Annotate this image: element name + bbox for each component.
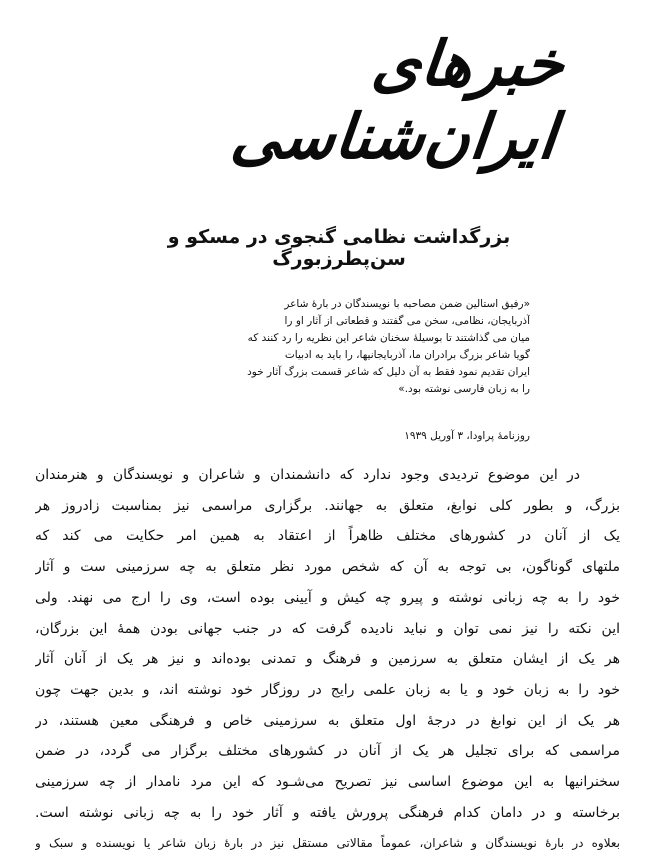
quote-line: ایران تقدیم نمود فقط به آن دلیل که شاعر قسمت بزرگ آثار خود: [247, 366, 530, 378]
body-line: خود را به زبان خود و یا به زبان علمی رایج در روزگار خود نوشته اند، و بدین جهت چون: [35, 681, 620, 698]
body-line: هر یک از این نوابغ در درجهٔ اول متعلق به سرزمینی خاص و فرهنگی معین هستند، در: [35, 712, 620, 729]
body-line: این نکته را نیز نمی توان و نباید نادیده گرفت که در جنب جهانی بودن همهٔ این بزرگان،: [35, 620, 620, 637]
body-line: برخاسته و در دامان کدام فرهنگی پرورش یافته و آثار خود را به چه زبانی نوشته است.: [35, 804, 620, 821]
quote-line: را به زبان فارسی نوشته بود.»: [398, 383, 530, 395]
body-line: بعلاوه در بارهٔ نویسندگان و شاعران، عموماً مقالاتی مستقل نیز در بارهٔ زبان شاعر یا نویسنده و سبک و: [35, 836, 620, 851]
section-masthead: خبرهای ایران‌شناسی: [227, 27, 568, 173]
body-line: سخنرانیها به این موضوع اساسی نیز تصریح می‌شـود که این مرد نامدار از چه سرزمینی: [35, 774, 620, 791]
quote-line: «رفیق استالین ضمن مصاحبه با نویسندگان در بارهٔ شاعر: [284, 298, 530, 310]
quote-line: آذربایجان، نظامی، سخن می گفتند و قطعاتی از آثار او را: [284, 315, 530, 327]
quote-line: گویا شاعر بزرگ برادران ما، آذربایجانیها، را باید به ادبیات: [284, 349, 530, 361]
body-line: در این موضوع تردیدی وجود ندارد که دانشمندان و شاعران و نویسندگان و هنرمندان: [35, 467, 580, 483]
body-line: ملتهای گوناگون، بی توجه به آن که شخص مورد نظر متعلق به چه سرزمینی ست و آثار: [35, 559, 620, 576]
quote-line: میان می گذاشتند تا بوسیلهٔ سخنان شاعر این نظریه را رد کنند که: [247, 332, 530, 344]
body-line: یک از آنان در کشورهای مختلف ظاهراً از اعتقاد به همین امر حکایت می کند که: [35, 528, 620, 545]
article-title: بزرگداشت نظامی گنجوی در مسکو و سن‌پطرزبورگ: [167, 226, 511, 270]
article-body: [35, 460, 620, 859]
epigraph-quote: [90, 296, 530, 398]
body-line: خود را به چه زبانی نوشته و پیرو چه کیش و آیینی بوده است، وی را ارج می نهند. ولی: [35, 589, 620, 606]
body-line: هر یک از ایشان متعلق به سرزمین و فرهنگ و تمدنی بوده‌اند و نیز هر یک از آنان آثار: [35, 651, 620, 668]
quote-source: روزنامهٔ پراودا، ۳ آوریل ۱۹۳۹: [404, 430, 530, 442]
body-line: مراسمی که برای تجلیل هر یک از آنان در کشورهای مختلف برگزار می گردد، در ضمن: [35, 743, 620, 760]
body-line: بزرگ، و بطور کلی نوابغ، متعلق به جهانند. برگزاری مراسمی نیز بمناسبت زادروز هر: [35, 497, 620, 514]
